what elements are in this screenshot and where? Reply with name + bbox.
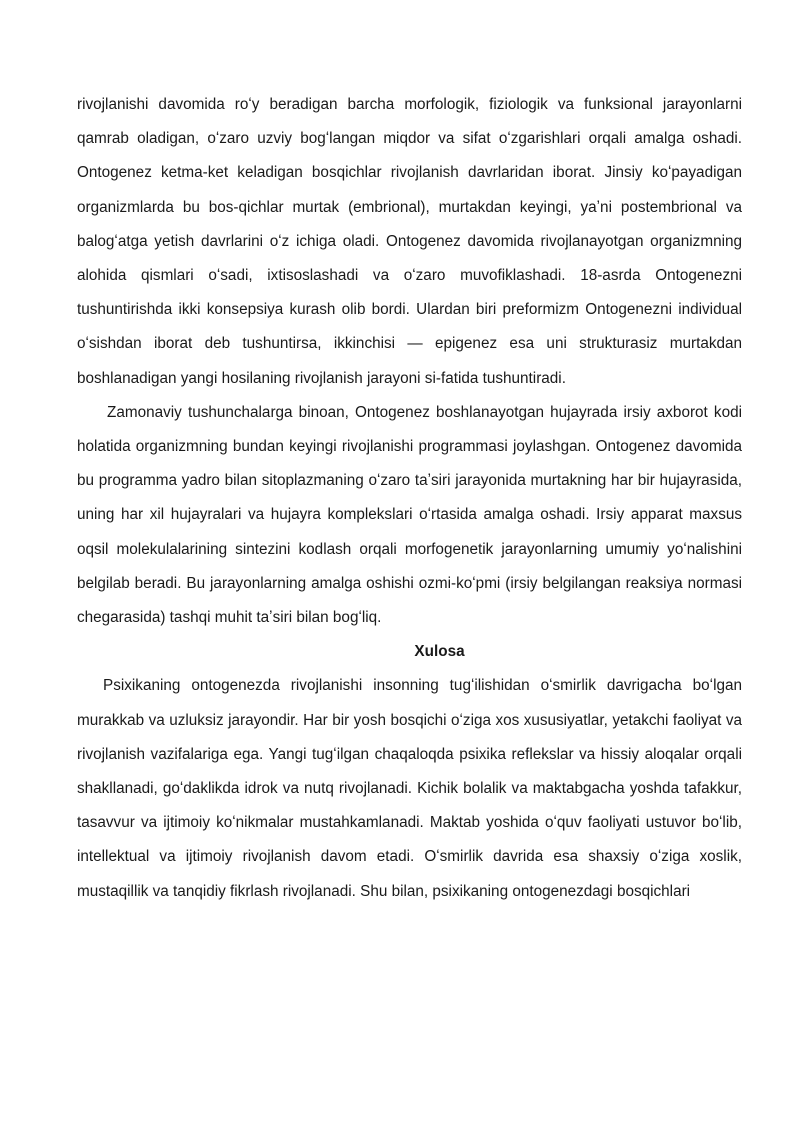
paragraph-ontogenesis-definition: rivojlanishi davomida roʻy beradigan barcha morfologik, fiziologik va funksional jarayonlarni qamrab oladigan, oʻzaro uzviy bogʻlangan miqdor va sifat oʻzgarishlari orqali amalga oshadi. Ontogenez ketma-ket keladigan bosqichlar rivojlanish davrlaridan iborat. Jinsiy koʻpayadigan organizmlarda bu bos-qichlar murtak (embrional), murtakdan keyingi, yaʼni postembrional va balogʻatga yetish davrlarini oʻz ichiga oladi. Ontogenez davomida rivojlanayotgan organizmning alohida qismlari oʻsadi, ixtisoslashadi va oʻzaro muvofiklashadi. 18-asrda Ontogenezni tushuntirishda ikki konsepsiya kurash olib bordi. Ulardan biri preformizm Ontogenezni individual oʻsishdan iborat deb tushuntirsa, ikkinchisi — epigenez esa uni strukturasiz murtakdan boshlanadigan yangi hosilaning rivojlanish jarayoni si-fatida tushuntiradi. (77, 96, 742, 387)
document-page (77, 88, 742, 909)
paragraph-modern-concepts: Zamonaviy tushunchalarga binoan, Ontogenez boshlanayotgan hujayrada irsiy axborot kodi holatida organizmning bundan keyingi rivojlanishi programmasi joylashgan. Ontogenez davomida bu programma yadro bilan sitoplazmaning oʻzaro taʼsiri jarayonida murtakning har bir hujayrasida, uning har xil hujayralari va hujayra komplekslari oʻrtasida amalga oshadi. Irsiy apparat maxsus oqsil molekulalarining sintezini kodlash orqali morfogenetik jarayonlarning umumiy yoʻnalishini belgilab beradi. Bu jarayonlarning amalga oshishi ozmi-koʻpmi (irsiy belgilangan reaksiya normasi chegarasida) tashqi muhit taʼsiri bilan bogʻliq. (77, 403, 742, 627)
paragraph-conclusion: Psixikaning ontogenezda rivojlanishi insonning tugʻilishidan oʻsmirlik davrigacha boʻlgan murakkab va uzluksiz jarayondir. Har bir yosh bosqichi oʻziga xos xususiyatlar, yetakchi faoliyat va rivojlanish vazifalariga ega. Yangi tugʻilgan chaqaloqda psixika reflekslar va hissiy aloqalar orqali shakllanadi, goʻdaklikda idrok va nutq rivojlanadi. Kichik bolalik va maktabgacha yoshda tafakkur, tasavvur va ijtimoiy koʻnikmalar mustahkamlanadi. Maktab yoshida oʻquv faoliyati ustuvor boʻlib, intellektual va ijtimoiy rivojlanish davom etadi. Oʻsmirlik davrida esa shaxsiy oʻziga xoslik, mustaqillik va tanqidiy fikrlash rivojlanadi. Shu bilan, psixikaning ontogenezdagi bosqichlari (77, 677, 742, 900)
section-heading-conclusion: Xulosa (414, 643, 465, 661)
